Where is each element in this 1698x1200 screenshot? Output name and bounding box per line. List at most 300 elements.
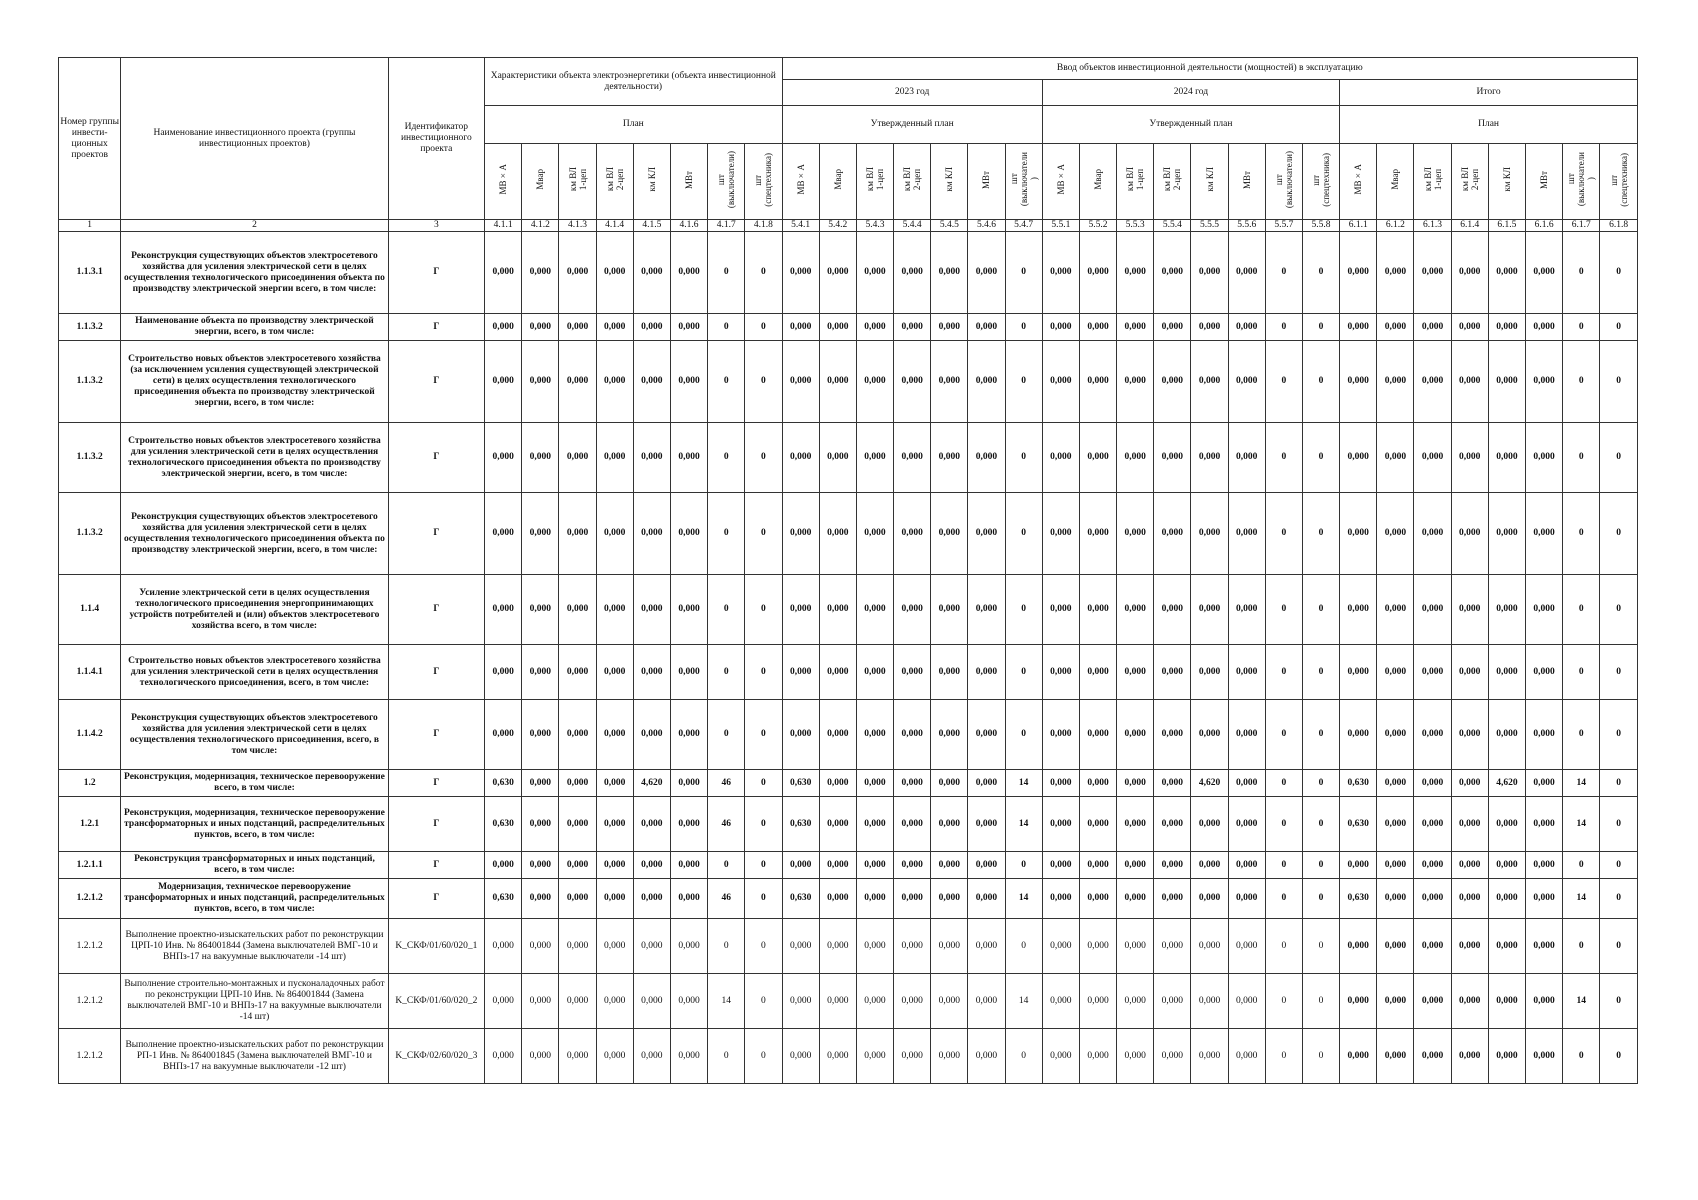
row-value-total: 0,000 [1377, 232, 1414, 314]
row-value-a24: 0 [1265, 919, 1302, 974]
row-value-a23: 0,000 [819, 575, 856, 645]
row-value-a23: 0,000 [931, 770, 968, 797]
row-value-total: 0,000 [1414, 493, 1451, 575]
row-value-p: 0 [745, 314, 782, 341]
row-value-total: 0,000 [1488, 852, 1525, 879]
row-value-a23: 0,630 [782, 770, 819, 797]
row-value-p: 0,000 [485, 493, 522, 575]
row-project-id: Г [388, 770, 484, 797]
row-value-total: 0,000 [1525, 1029, 1562, 1084]
row-value-p: 0,000 [633, 797, 670, 852]
row-value-a23: 0,000 [856, 879, 893, 919]
row-project-name: Модернизация, техническое перевооружение трансформаторных и иных подстанций, распределительных пунктов, всего, в том числе: [121, 879, 388, 919]
row-value-p: 0 [745, 232, 782, 314]
row-value-total: 0,000 [1525, 852, 1562, 879]
row-value-total: 0,000 [1451, 493, 1488, 575]
row-value-a24: 0 [1302, 797, 1339, 852]
row-value-total: 0,000 [1340, 852, 1377, 879]
row-number: 1.2.1.2 [59, 1029, 121, 1084]
table-row [59, 879, 1638, 919]
column-number: 4.1.4 [596, 220, 633, 232]
row-value-total: 0,000 [1488, 314, 1525, 341]
row-value-p: 0,000 [522, 423, 559, 493]
row-value-a23: 0,000 [856, 493, 893, 575]
approved-2024-unit-4 [1154, 144, 1191, 220]
column-number: 5.5.2 [1079, 220, 1116, 232]
row-value-p: 0,000 [633, 341, 670, 423]
approved-2023-unit-7 [1005, 144, 1042, 220]
row-value-a23: 0,000 [894, 314, 931, 341]
column-number: 5.5.5 [1191, 220, 1228, 232]
row-value-total: 0,000 [1488, 645, 1525, 700]
row-value-p: 0 [708, 341, 745, 423]
row-value-p: 0,000 [559, 1029, 596, 1084]
header-total: Итого [1340, 80, 1638, 106]
row-value-total: 0,000 [1414, 232, 1451, 314]
row-value-a23: 0,000 [782, 341, 819, 423]
row-value-a24: 0,000 [1228, 974, 1265, 1029]
row-value-a23: 0,000 [968, 493, 1005, 575]
row-value-a24: 0,000 [1228, 232, 1265, 314]
row-value-a24: 0,000 [1117, 314, 1154, 341]
row-value-a23: 14 [1005, 797, 1042, 852]
row-value-total: 0 [1563, 232, 1600, 314]
row-value-total: 14 [1563, 879, 1600, 919]
row-value-p: 0,000 [522, 341, 559, 423]
row-value-a23: 0,000 [782, 974, 819, 1029]
table-row [59, 645, 1638, 700]
column-number: 6.1.4 [1451, 220, 1488, 232]
row-value-p: 0,000 [596, 575, 633, 645]
row-value-a24: 0,000 [1117, 493, 1154, 575]
unit-label: шт (выключатели) [1273, 150, 1294, 209]
row-value-a23: 0,000 [856, 700, 893, 770]
row-value-a23: 14 [1005, 879, 1042, 919]
row-value-p: 0,000 [485, 852, 522, 879]
row-project-id: Г [388, 575, 484, 645]
row-value-total: 0,000 [1377, 1029, 1414, 1084]
row-value-a24: 0,000 [1079, 700, 1116, 770]
row-number: 1.1.4.2 [59, 700, 121, 770]
row-value-p: 0,000 [485, 314, 522, 341]
unit-label: км КЛ [944, 167, 955, 192]
row-value-a23: 0,000 [819, 423, 856, 493]
row-value-a23: 0,000 [931, 423, 968, 493]
row-value-p: 0,000 [559, 341, 596, 423]
row-value-a23: 0,000 [894, 700, 931, 770]
row-value-total: 0 [1563, 919, 1600, 974]
row-number: 1.2.1.1 [59, 852, 121, 879]
approved-2023-unit-3 [856, 144, 893, 220]
row-value-a24: 0 [1302, 852, 1339, 879]
row-value-p: 0 [708, 645, 745, 700]
row-value-a23: 0,000 [782, 493, 819, 575]
row-value-p: 0 [745, 919, 782, 974]
table-row [59, 919, 1638, 974]
column-number: 4.1.3 [559, 220, 596, 232]
row-value-total: 0,000 [1451, 232, 1488, 314]
row-value-total: 0 [1600, 232, 1638, 314]
row-value-total: 0 [1600, 974, 1638, 1029]
row-value-p: 0,000 [522, 645, 559, 700]
row-value-p: 0 [708, 919, 745, 974]
row-value-a24: 0,000 [1117, 879, 1154, 919]
row-value-a23: 0,000 [819, 232, 856, 314]
plan-unit-4 [596, 144, 633, 220]
row-value-a24: 0,000 [1042, 423, 1079, 493]
row-value-p: 0 [745, 645, 782, 700]
row-value-a23: 0,000 [856, 770, 893, 797]
row-project-name: Реконструкция существующих объектов электросетевого хозяйства для усиления электрической сети в целях осуществления технологического присоединения объекта по производству электрической энергии всего, в том числе: [121, 232, 388, 314]
row-value-total: 0,000 [1525, 341, 1562, 423]
column-number: 3 [388, 220, 484, 232]
row-value-a23: 0,000 [968, 919, 1005, 974]
row-value-p: 0,000 [522, 879, 559, 919]
total-unit-5 [1488, 144, 1525, 220]
row-value-a24: 0,000 [1228, 770, 1265, 797]
table-body [59, 220, 1638, 1084]
row-value-p: 0,000 [559, 770, 596, 797]
unit-label: шт (выключатели ) [1008, 152, 1039, 207]
unit-label: Мвар [832, 169, 843, 190]
row-number: 1.2 [59, 770, 121, 797]
table-header [59, 58, 1638, 220]
row-value-total: 0,630 [1340, 770, 1377, 797]
row-value-a24: 0,000 [1079, 919, 1116, 974]
row-value-total: 0 [1563, 493, 1600, 575]
row-value-p: 46 [708, 797, 745, 852]
unit-label: км КЛ [646, 167, 657, 192]
row-value-p: 0,000 [670, 879, 707, 919]
column-number: 5.4.5 [931, 220, 968, 232]
row-value-p: 0 [708, 1029, 745, 1084]
row-value-a24: 0,000 [1154, 974, 1191, 1029]
row-value-a23: 0,000 [931, 919, 968, 974]
row-value-a23: 0,630 [782, 879, 819, 919]
unit-label: км ВЛ 1-цеп [864, 167, 885, 192]
total-unit-6 [1525, 144, 1562, 220]
row-value-p: 0,000 [596, 645, 633, 700]
row-value-a23: 0,000 [968, 423, 1005, 493]
column-number: 5.5.6 [1228, 220, 1265, 232]
approved-2024-unit-1 [1042, 144, 1079, 220]
row-value-p: 0,000 [522, 314, 559, 341]
row-value-a23: 0,000 [819, 879, 856, 919]
row-value-total: 0 [1563, 314, 1600, 341]
row-value-p: 0,000 [522, 232, 559, 314]
row-value-total: 0,000 [1377, 645, 1414, 700]
row-value-p: 0,000 [670, 575, 707, 645]
row-value-total: 0 [1600, 314, 1638, 341]
row-value-p: 0,000 [633, 1029, 670, 1084]
column-number: 5.4.4 [894, 220, 931, 232]
row-value-a23: 0,000 [782, 575, 819, 645]
row-value-a23: 0,000 [894, 879, 931, 919]
row-value-total: 0 [1600, 700, 1638, 770]
row-value-a24: 0,000 [1117, 797, 1154, 852]
row-value-p: 0,000 [485, 1029, 522, 1084]
row-value-a23: 0,000 [894, 575, 931, 645]
row-number: 1.2.1.2 [59, 879, 121, 919]
row-value-total: 0,000 [1451, 852, 1488, 879]
row-value-a24: 0,000 [1079, 314, 1116, 341]
column-number: 6.1.1 [1340, 220, 1377, 232]
column-number: 2 [121, 220, 388, 232]
row-value-a24: 0,000 [1117, 700, 1154, 770]
row-value-p: 0,000 [522, 770, 559, 797]
row-value-a23: 0,000 [931, 797, 968, 852]
row-value-p: 0,000 [596, 770, 633, 797]
approved-2023-unit-6 [968, 144, 1005, 220]
column-number: 4.1.2 [522, 220, 559, 232]
row-value-p: 0 [745, 575, 782, 645]
row-value-a24: 0 [1265, 852, 1302, 879]
row-value-a24: 0,000 [1154, 770, 1191, 797]
row-value-a24: 0,000 [1228, 700, 1265, 770]
column-number: 4.1.7 [708, 220, 745, 232]
row-value-a24: 0 [1265, 232, 1302, 314]
unit-label: км ВЛ 2-цеп [1162, 167, 1183, 192]
row-value-p: 0,000 [633, 423, 670, 493]
row-value-total: 0,000 [1377, 974, 1414, 1029]
row-value-total: 0,000 [1414, 797, 1451, 852]
row-value-a24: 0,000 [1228, 575, 1265, 645]
row-value-p: 0,000 [670, 645, 707, 700]
row-number: 1.1.3.2 [59, 423, 121, 493]
approved-2024-unit-3 [1117, 144, 1154, 220]
row-value-total: 0,000 [1525, 797, 1562, 852]
row-value-total: 0 [1600, 797, 1638, 852]
row-value-p: 0 [708, 575, 745, 645]
row-value-total: 0,000 [1525, 314, 1562, 341]
row-value-a23: 0,000 [931, 700, 968, 770]
row-value-p: 0,630 [485, 797, 522, 852]
row-value-total: 0,000 [1414, 974, 1451, 1029]
row-value-a24: 0 [1302, 919, 1339, 974]
row-value-a23: 0 [1005, 341, 1042, 423]
row-value-a23: 0,000 [782, 645, 819, 700]
row-value-p: 0,000 [633, 700, 670, 770]
investment-table [58, 57, 1638, 1084]
row-project-id: Г [388, 232, 484, 314]
row-value-a23: 0,000 [819, 493, 856, 575]
table-row [59, 423, 1638, 493]
row-value-p: 0,000 [596, 700, 633, 770]
column-number: 5.4.7 [1005, 220, 1042, 232]
row-value-total: 0,000 [1414, 919, 1451, 974]
unit-label: км КЛ [1204, 167, 1215, 192]
row-value-a24: 0 [1265, 493, 1302, 575]
row-value-total: 0,000 [1525, 700, 1562, 770]
row-value-a23: 0,000 [782, 423, 819, 493]
row-value-a23: 0,000 [819, 770, 856, 797]
table-row [59, 341, 1638, 423]
row-value-a24: 0,000 [1042, 879, 1079, 919]
row-value-a24: 0,000 [1191, 232, 1228, 314]
row-project-id: Г [388, 700, 484, 770]
row-value-a23: 0,000 [931, 974, 968, 1029]
row-value-p: 0,000 [596, 879, 633, 919]
table-row [59, 852, 1638, 879]
row-value-a24: 0 [1265, 770, 1302, 797]
unit-label: шт (выключатели ) [1566, 152, 1597, 207]
row-value-total: 0 [1600, 919, 1638, 974]
row-value-total: 0,000 [1377, 919, 1414, 974]
row-value-p: 0 [745, 700, 782, 770]
total-unit-3 [1414, 144, 1451, 220]
row-value-p: 0 [745, 797, 782, 852]
table-row [59, 493, 1638, 575]
row-value-total: 0,000 [1525, 770, 1562, 797]
row-value-a24: 0,000 [1154, 493, 1191, 575]
row-value-a24: 0 [1302, 974, 1339, 1029]
row-value-a23: 0,000 [856, 645, 893, 700]
table-row [59, 314, 1638, 341]
row-value-p: 0,000 [596, 1029, 633, 1084]
row-value-a23: 0,000 [968, 645, 1005, 700]
row-value-total: 0 [1563, 341, 1600, 423]
column-number: 5.5.8 [1302, 220, 1339, 232]
row-value-total: 0,000 [1414, 314, 1451, 341]
header-approved-plan-2023: Утвержденный план [782, 106, 1042, 144]
row-value-p: 0 [708, 423, 745, 493]
row-value-p: 0,000 [670, 423, 707, 493]
header-commissioning: Ввод объектов инвестиционной деятельности (мощностей) в эксплуатацию [782, 58, 1637, 80]
row-value-a23: 0,000 [968, 314, 1005, 341]
row-value-a23: 0,000 [819, 314, 856, 341]
row-project-id: Г [388, 645, 484, 700]
plan-unit-8 [745, 144, 782, 220]
row-value-p: 0 [708, 493, 745, 575]
plan-unit-3 [559, 144, 596, 220]
row-project-name: Выполнение проектно-изыскательских работ по реконструкции РП-1 Инв. № 864001845 (Замена выключателей ВМГ-10 и ВНПз-17 на вакуумные выключатели -12 шт) [121, 1029, 388, 1084]
row-value-a23: 0,000 [856, 852, 893, 879]
row-value-a23: 0,000 [782, 700, 819, 770]
column-number: 6.1.6 [1525, 220, 1562, 232]
row-value-a24: 0,000 [1228, 314, 1265, 341]
row-value-total: 0,000 [1414, 1029, 1451, 1084]
row-value-total: 14 [1563, 770, 1600, 797]
row-value-total: 0,000 [1414, 879, 1451, 919]
row-value-a23: 0,000 [782, 1029, 819, 1084]
row-value-total: 0 [1600, 493, 1638, 575]
row-value-a24: 0 [1265, 575, 1302, 645]
column-number: 5.4.1 [782, 220, 819, 232]
row-value-p: 0,000 [633, 575, 670, 645]
row-value-total: 0,000 [1451, 341, 1488, 423]
row-value-a24: 0,000 [1042, 700, 1079, 770]
row-number: 1.2.1.2 [59, 919, 121, 974]
row-value-a23: 0,000 [968, 852, 1005, 879]
total-unit-2 [1377, 144, 1414, 220]
row-project-id: Г [388, 879, 484, 919]
row-value-a24: 0,000 [1117, 919, 1154, 974]
row-value-p: 0,000 [596, 341, 633, 423]
row-value-p: 0,000 [596, 232, 633, 314]
row-value-total: 0,000 [1340, 919, 1377, 974]
row-value-a23: 0,000 [968, 700, 1005, 770]
header-project-id: Идентификатор инвестиционного проекта [388, 58, 484, 220]
row-value-a24: 0,000 [1117, 852, 1154, 879]
row-value-a24: 0,000 [1079, 575, 1116, 645]
column-number: 5.5.3 [1117, 220, 1154, 232]
column-number: 4.1.6 [670, 220, 707, 232]
row-value-total: 0,630 [1340, 879, 1377, 919]
unit-label: км ВЛ 1-цеп [1125, 167, 1146, 192]
row-value-a24: 0,000 [1191, 1029, 1228, 1084]
row-value-a23: 14 [1005, 974, 1042, 1029]
row-value-a23: 0,000 [931, 1029, 968, 1084]
row-value-total: 0,000 [1340, 493, 1377, 575]
row-project-id: Г [388, 423, 484, 493]
row-value-p: 0,000 [522, 852, 559, 879]
row-value-total: 0,000 [1525, 645, 1562, 700]
row-value-total: 0,000 [1525, 493, 1562, 575]
unit-label: МВт [981, 170, 992, 189]
row-value-p: 0,000 [670, 770, 707, 797]
row-value-p: 0,000 [559, 645, 596, 700]
row-value-p: 0,000 [596, 974, 633, 1029]
row-value-p: 0,000 [485, 700, 522, 770]
row-value-total: 0,000 [1377, 423, 1414, 493]
row-value-a23: 0 [1005, 314, 1042, 341]
approved-2023-unit-1 [782, 144, 819, 220]
row-value-p: 0 [708, 232, 745, 314]
unit-label: МВт [1241, 170, 1252, 189]
row-value-a23: 0,000 [968, 575, 1005, 645]
row-value-a23: 0,000 [819, 852, 856, 879]
row-value-p: 0,000 [670, 314, 707, 341]
row-value-a24: 0 [1302, 314, 1339, 341]
row-value-a24: 0 [1302, 645, 1339, 700]
row-value-a24: 0,000 [1042, 852, 1079, 879]
row-value-a23: 0,000 [894, 645, 931, 700]
row-value-p: 0,000 [559, 700, 596, 770]
row-value-total: 0,000 [1451, 314, 1488, 341]
row-value-total: 0,000 [1525, 919, 1562, 974]
table-row [59, 700, 1638, 770]
row-value-total: 0,000 [1525, 575, 1562, 645]
row-value-a24: 0 [1302, 575, 1339, 645]
row-value-p: 0,000 [670, 1029, 707, 1084]
table-row [59, 575, 1638, 645]
row-number: 1.2.1.2 [59, 974, 121, 1029]
row-value-a24: 0,000 [1154, 700, 1191, 770]
row-value-total: 0,000 [1340, 700, 1377, 770]
row-value-total: 0,000 [1451, 1029, 1488, 1084]
row-value-total: 0,000 [1488, 1029, 1525, 1084]
row-value-a23: 0,000 [856, 232, 893, 314]
row-value-a24: 0,000 [1042, 493, 1079, 575]
row-value-p: 0,000 [633, 919, 670, 974]
column-number: 6.1.7 [1563, 220, 1600, 232]
row-value-a24: 0 [1302, 700, 1339, 770]
row-value-p: 0,000 [596, 423, 633, 493]
row-value-a24: 0,000 [1154, 423, 1191, 493]
row-value-total: 0,000 [1451, 919, 1488, 974]
row-project-name: Реконструкция трансформаторных и иных подстанций, всего, в том числе: [121, 852, 388, 879]
plan-unit-7 [708, 144, 745, 220]
row-value-p: 0,000 [522, 575, 559, 645]
row-value-p: 0,000 [522, 974, 559, 1029]
row-value-p: 0,000 [596, 314, 633, 341]
column-number: 6.1.2 [1377, 220, 1414, 232]
row-value-a24: 0,000 [1191, 493, 1228, 575]
row-value-a23: 0,000 [856, 341, 893, 423]
row-value-p: 0 [708, 852, 745, 879]
row-project-name: Реконструкция существующих объектов электросетевого хозяйства для усиления электрической сети в целях осуществления технологического присоединения объекта по производству электрической энергии, всего, в том числе: [121, 493, 388, 575]
unit-label: МВ×А [795, 164, 806, 195]
